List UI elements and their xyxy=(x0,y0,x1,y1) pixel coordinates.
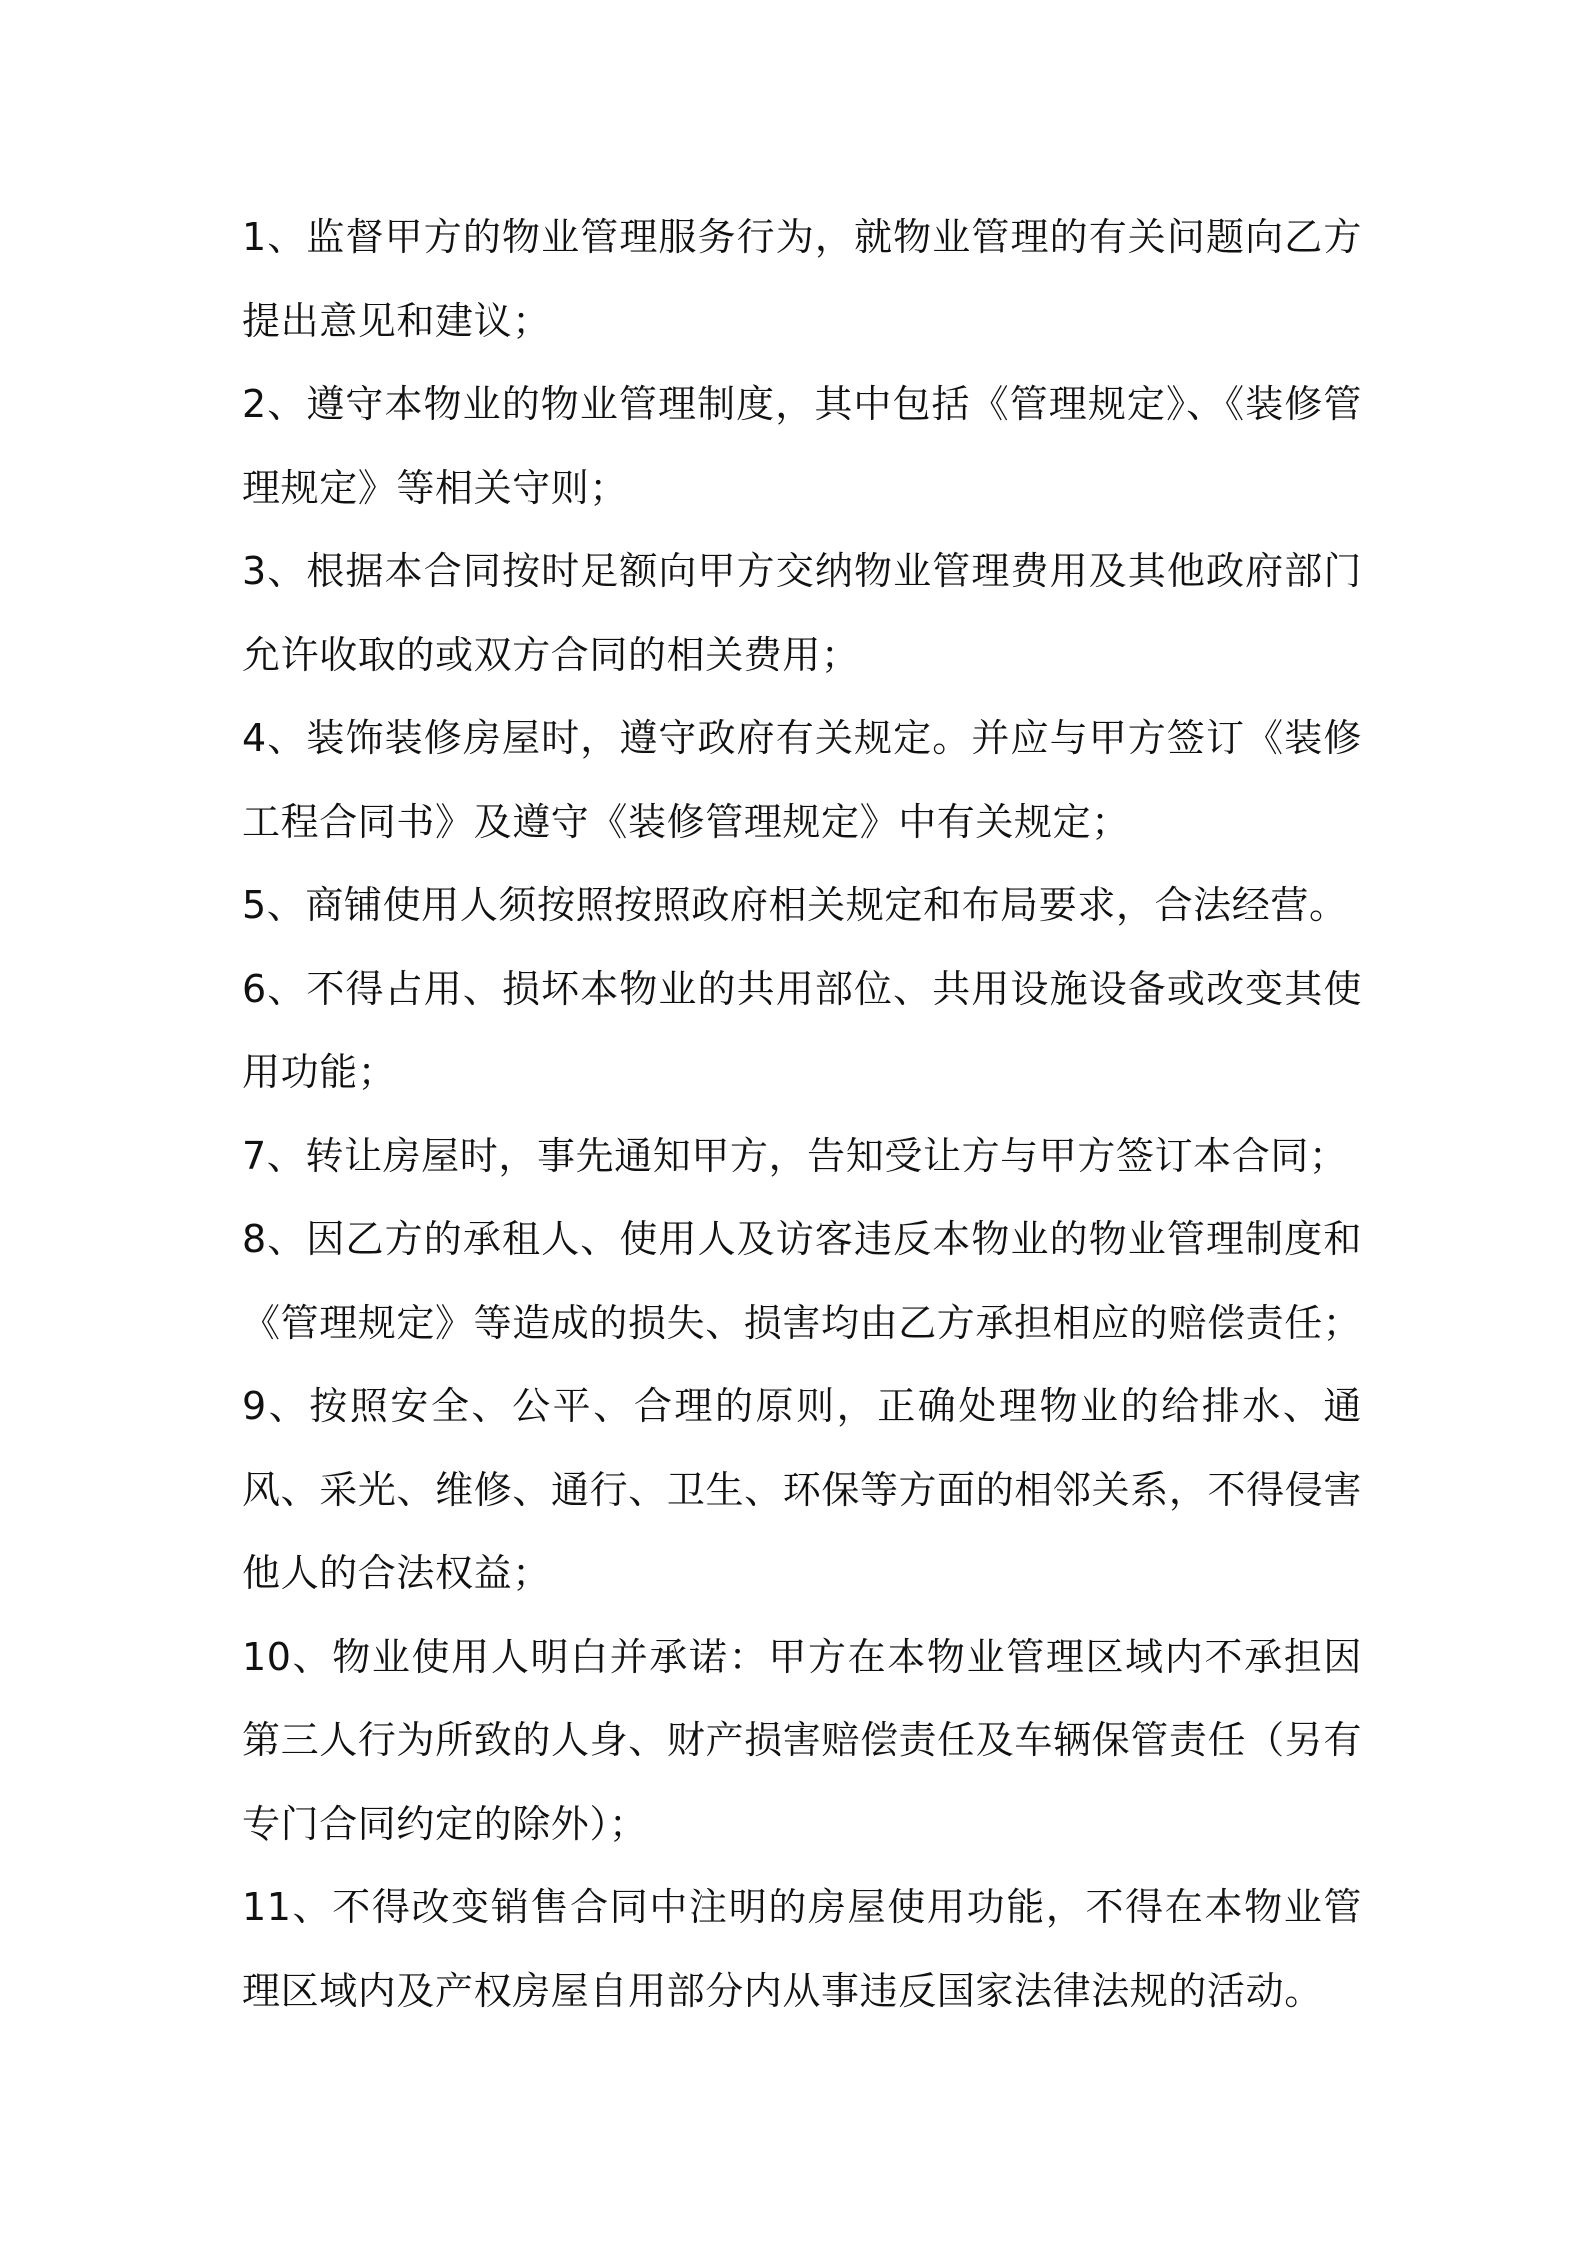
clause-10: 10、物业使用人明白并承诺：甲方在本物业管理区域内不承担因第三人行为所致的人身、财产损害赔偿责任及车辆保管责任（另有专门合同约定的除外）； xyxy=(242,1634,1362,1846)
clause-5: 5、商铺使用人须按照按照政府相关规定和布局要求，合法经营。 xyxy=(242,883,1348,927)
clause-2: 2、遵守本物业的物业管理制度，其中包括《管理规定》、《装修管理规定》等相关守则； xyxy=(242,382,1362,510)
clause-11: 11、不得改变销售合同中注明的房屋使用功能，不得在本物业管理区域内及产权房屋自用部分内从事违反国家法律法规的活动。 xyxy=(242,1885,1362,2013)
clause-list xyxy=(242,196,1362,2033)
clause-1: 1、监督甲方的物业管理服务行为，就物业管理的有关问题向乙方提出意见和建议； xyxy=(242,215,1362,343)
clause-9: 9、按照安全、公平、合理的原则，正确处理物业的给排水、通风、采光、维修、通行、卫生、环保等方面的相邻关系，不得侵害他人的合法权益； xyxy=(242,1384,1362,1595)
clause-7: 7、转让房屋时，事先通知甲方，告知受让方与甲方签订本合同； xyxy=(242,1133,1348,1178)
clause-8: 8、因乙方的承租人、使用人及访客违反本物业的物业管理制度和《管理规定》等造成的损失、损害均由乙方承担相应的赔偿责任； xyxy=(242,1217,1362,1345)
clause-4: 4、装饰装修房屋时，遵守政府有关规定。并应与甲方签订《装修工程合同书》及遵守《装修管理规定》中有关规定； xyxy=(242,716,1362,844)
clause-3: 3、根据本合同按时足额向甲方交纳物业管理费用及其他政府部门允许收取的或双方合同的相关费用； xyxy=(242,549,1362,677)
clause-6: 6、不得占用、损坏本物业的共用部位、共用设施设备或改变其使用功能； xyxy=(242,966,1362,1094)
